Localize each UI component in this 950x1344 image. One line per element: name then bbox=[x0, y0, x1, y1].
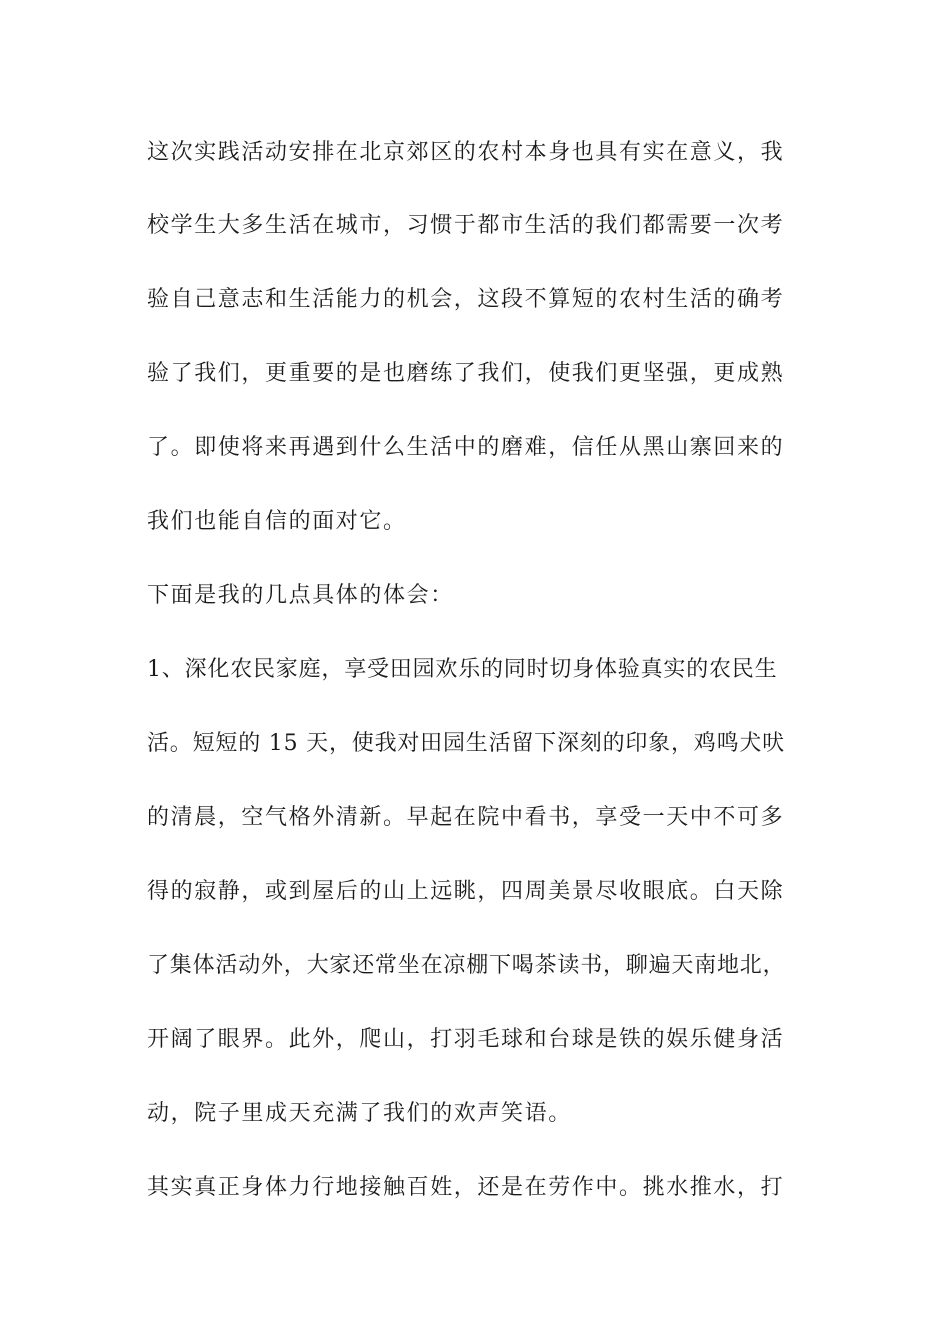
paragraph-line-5: 了。即使将来再遇到什么生活中的磨难，信任从黑山寨回来的 bbox=[147, 435, 785, 460]
list-item-1-line-7: 动，院子里成天充满了我们的欢声笑语。 bbox=[147, 1101, 572, 1126]
list-item-1-line-3: 的清晨，空气格外清新。早起在院中看书，享受一天中不可多 bbox=[147, 805, 785, 830]
list-item-1-line-2: 活。短短的 15 天，使我对田园生活留下深刻的印象，鸡鸣犬吠 bbox=[147, 731, 785, 756]
section-intro-line: 下面是我的几点具体的体会： bbox=[147, 583, 454, 608]
list-item-1-line-6: 开阔了眼界。此外，爬山，打羽毛球和台球是铁的娱乐健身活 bbox=[147, 1027, 785, 1052]
paragraph-line-1: 这次实践活动安排在北京郊区的农村本身也具有实在意义，我 bbox=[147, 140, 785, 165]
paragraph-line-4: 验了我们，更重要的是也磨练了我们，使我们更坚强，更成熟 bbox=[147, 361, 785, 386]
paragraph-line-2: 校学生大多生活在城市，习惯于都市生活的我们都需要一次考 bbox=[147, 213, 785, 238]
paragraph-line-6: 我们也能自信的面对它。 bbox=[147, 509, 407, 534]
paragraph-line-3: 验自己意志和生活能力的机会，这段不算短的农村生活的确考 bbox=[147, 287, 785, 312]
paragraph-line-next: 其实真正身体力行地接触百姓，还是在劳作中。挑水推水，打 bbox=[147, 1175, 785, 1200]
list-item-1-line-5: 了集体活动外，大家还常坐在凉棚下喝茶读书，聊遍天南地北， bbox=[147, 953, 786, 978]
list-item-1-line-1: 1、深化农民家庭，享受田园欢乐的同时切身体验真实的农民生 bbox=[147, 657, 778, 682]
list-item-1-line-4: 得的寂静，或到屋后的山上远眺，四周美景尽收眼底。白天除 bbox=[147, 879, 785, 904]
